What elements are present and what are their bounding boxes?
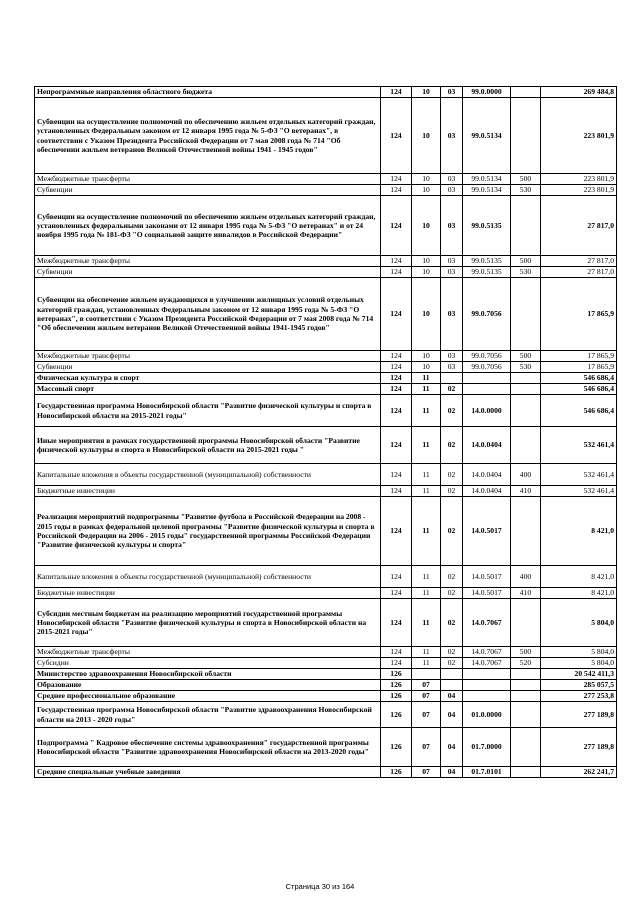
table-row xyxy=(35,267,617,278)
amount-cell: 17 865,9 xyxy=(541,362,617,373)
section-code-cell: 11 xyxy=(412,373,441,384)
section-code-cell: 11 xyxy=(412,427,441,464)
expense-type-cell: 520 xyxy=(511,658,541,669)
grbs-code-cell: 124 xyxy=(381,351,412,362)
grbs-code-cell: 124 xyxy=(381,267,412,278)
target-article-cell xyxy=(463,691,511,702)
grbs-code-cell: 124 xyxy=(381,278,412,351)
amount-cell: 223 801,9 xyxy=(541,185,617,196)
target-article-cell xyxy=(463,669,511,680)
expense-type-cell xyxy=(511,395,541,427)
section-code-cell: 07 xyxy=(412,691,441,702)
target-article-cell: 99.0.7056 xyxy=(463,351,511,362)
amount-cell: 5 804,0 xyxy=(541,647,617,658)
table-row xyxy=(35,98,617,174)
target-article-cell: 99.0.5134 xyxy=(463,174,511,185)
amount-cell: 285 057,5 xyxy=(541,680,617,691)
table-row xyxy=(35,464,617,486)
section-code-cell: 10 xyxy=(412,98,441,174)
grbs-code-cell: 126 xyxy=(381,728,412,767)
section-code-cell: 07 xyxy=(412,767,441,778)
amount-cell: 269 484,8 xyxy=(541,87,617,98)
row-name-cell: Межбюджетные трансферты xyxy=(35,256,381,267)
table-row xyxy=(35,384,617,395)
table-row xyxy=(35,486,617,497)
target-article-cell: 99.0.5135 xyxy=(463,267,511,278)
grbs-code-cell: 124 xyxy=(381,566,412,588)
subsection-code-cell: 04 xyxy=(441,702,463,728)
target-article-cell: 99.0.5135 xyxy=(463,256,511,267)
expense-type-cell: 400 xyxy=(511,566,541,588)
table-row xyxy=(35,373,617,384)
section-code-cell: 10 xyxy=(412,174,441,185)
row-name-cell: Субвенции на осуществление полномочий по обеспечению жильем отдельных категорий граждан, установленных Федеральным законом от 12 января 1995 года № 5-ФЗ "О ветеранах", в соответствии с Указом Президента Российской Федерации от 7 мая 2008 года № 714 "Об обеспечении жильем ветеранов Великой Отечественной войны 1941 - 1945 годов" xyxy=(35,98,381,174)
section-code-cell: 10 xyxy=(412,185,441,196)
table-row xyxy=(35,669,617,680)
row-name-cell: Субвенции xyxy=(35,267,381,278)
subsection-code-cell: 03 xyxy=(441,196,463,256)
expense-type-cell xyxy=(511,278,541,351)
expense-type-cell xyxy=(511,599,541,647)
row-name-cell: Субвенции на обеспечение жильем нуждающихся в улучшении жилищных условий отдельных категорий граждан, установленных Федеральным законом от 12 января 1995 года № 5-ФЗ "О ветеранах", в соответствии с Указом Президента Российской Федерации от 7 мая 2008 года № 714 "Об обеспечении жильем ветеранов Великой Отечественной войны 1941-1945 годов" xyxy=(35,278,381,351)
amount-cell: 8 421,0 xyxy=(541,588,617,599)
amount-cell: 532 461,4 xyxy=(541,464,617,486)
grbs-code-cell: 124 xyxy=(381,256,412,267)
page-number-footer: Страница 30 из 164 xyxy=(285,882,355,891)
row-name-cell: Непрограммные направления областного бюджета xyxy=(35,87,381,98)
amount-cell: 17 865,9 xyxy=(541,351,617,362)
amount-cell: 17 865,9 xyxy=(541,278,617,351)
subsection-code-cell: 02 xyxy=(441,566,463,588)
target-article-cell: 14.0.0404 xyxy=(463,464,511,486)
subsection-code-cell: 03 xyxy=(441,351,463,362)
table-row xyxy=(35,728,617,767)
subsection-code-cell: 02 xyxy=(441,395,463,427)
table-row xyxy=(35,427,617,464)
target-article-cell: 01.7.0101 xyxy=(463,767,511,778)
grbs-code-cell: 124 xyxy=(381,98,412,174)
table-row xyxy=(35,767,617,778)
amount-cell: 27 817,0 xyxy=(541,256,617,267)
subsection-code-cell: 02 xyxy=(441,384,463,395)
row-name-cell: Реализация мероприятий подпрограммы "Развитие футбола в Российской Федерации на 2008 - 2015 годы в рамках федеральной целевой программы "Развитие физической культуры и спорта в Российской Федерации на 2006 - 2015 годы" государственной программы Российской Федерации "Развитие физической культуры и спорта" xyxy=(35,497,381,566)
table-row xyxy=(35,680,617,691)
expense-type-cell: 410 xyxy=(511,486,541,497)
target-article-cell: 99.0.5135 xyxy=(463,196,511,256)
subsection-code-cell xyxy=(441,373,463,384)
section-code-cell: 11 xyxy=(412,486,441,497)
subsection-code-cell: 04 xyxy=(441,691,463,702)
amount-cell: 277 189,8 xyxy=(541,702,617,728)
row-name-cell: Субвенции xyxy=(35,362,381,373)
target-article-cell xyxy=(463,680,511,691)
expense-type-cell: 400 xyxy=(511,464,541,486)
subsection-code-cell: 03 xyxy=(441,185,463,196)
row-name-cell: Капитальные вложения в объекты государственной (муниципальной) собственности xyxy=(35,464,381,486)
grbs-code-cell: 124 xyxy=(381,427,412,464)
table-row xyxy=(35,185,617,196)
target-article-cell: 99.0.5134 xyxy=(463,98,511,174)
grbs-code-cell: 124 xyxy=(381,497,412,566)
subsection-code-cell: 03 xyxy=(441,362,463,373)
expense-type-cell: 530 xyxy=(511,267,541,278)
subsection-code-cell: 02 xyxy=(441,427,463,464)
grbs-code-cell: 126 xyxy=(381,702,412,728)
subsection-code-cell: 02 xyxy=(441,464,463,486)
subsection-code-cell: 03 xyxy=(441,174,463,185)
grbs-code-cell: 124 xyxy=(381,588,412,599)
amount-cell: 546 686,4 xyxy=(541,395,617,427)
table-row xyxy=(35,658,617,669)
section-code-cell: 10 xyxy=(412,362,441,373)
subsection-code-cell: 03 xyxy=(441,278,463,351)
row-name-cell: Физическая культура и спорт xyxy=(35,373,381,384)
section-code-cell: 10 xyxy=(412,267,441,278)
section-code-cell: 11 xyxy=(412,647,441,658)
table-row xyxy=(35,497,617,566)
expense-type-cell xyxy=(511,767,541,778)
grbs-code-cell: 126 xyxy=(381,669,412,680)
grbs-code-cell: 124 xyxy=(381,464,412,486)
row-name-cell: Среднее профессиональное образование xyxy=(35,691,381,702)
expense-type-cell xyxy=(511,98,541,174)
subsection-code-cell: 02 xyxy=(441,486,463,497)
row-name-cell: Субсидии местным бюджетам на реализацию мероприятий государственной программы Новосибирской области "Развитие физической культуры и спорта в Новосибирской области на 2015-2021 годы" xyxy=(35,599,381,647)
amount-cell: 5 804,0 xyxy=(541,599,617,647)
amount-cell: 277 253,8 xyxy=(541,691,617,702)
target-article-cell: 99.0.0000 xyxy=(463,87,511,98)
grbs-code-cell: 126 xyxy=(381,767,412,778)
target-article-cell: 14.0.5017 xyxy=(463,497,511,566)
target-article-cell: 14.0.0000 xyxy=(463,395,511,427)
grbs-code-cell: 124 xyxy=(381,185,412,196)
expense-type-cell xyxy=(511,373,541,384)
section-code-cell: 10 xyxy=(412,351,441,362)
expense-type-cell: 530 xyxy=(511,185,541,196)
row-name-cell: Подпрограмма " Кадровое обеспечение системы здравоохранения" государственной программы Новосибирской области "Развитие здравоохранения Новосибирской области на 2013-2020 годы" xyxy=(35,728,381,767)
expense-type-cell xyxy=(511,728,541,767)
grbs-code-cell: 124 xyxy=(381,599,412,647)
row-name-cell: Средние специальные учебные заведения xyxy=(35,767,381,778)
row-name-cell: Субвенции xyxy=(35,185,381,196)
row-name-cell: Государственная программа Новосибирской области "Развитие физической культуры и спорта в Новосибирской области на 2015-2021 годы" xyxy=(35,395,381,427)
section-code-cell: 07 xyxy=(412,680,441,691)
grbs-code-cell: 126 xyxy=(381,691,412,702)
amount-cell: 20 542 411,3 xyxy=(541,669,617,680)
section-code-cell: 10 xyxy=(412,87,441,98)
subsection-code-cell: 02 xyxy=(441,647,463,658)
target-article-cell: 99.0.7056 xyxy=(463,278,511,351)
table-row xyxy=(35,691,617,702)
subsection-code-cell: 02 xyxy=(441,497,463,566)
target-article-cell: 14.0.7067 xyxy=(463,658,511,669)
row-name-cell: Межбюджетные трансферты xyxy=(35,174,381,185)
row-name-cell: Министерство здравоохранения Новосибирской области xyxy=(35,669,381,680)
table-row xyxy=(35,599,617,647)
subsection-code-cell: 02 xyxy=(441,658,463,669)
expense-type-cell: 500 xyxy=(511,647,541,658)
grbs-code-cell: 124 xyxy=(381,647,412,658)
expense-type-cell: 410 xyxy=(511,588,541,599)
amount-cell: 8 421,0 xyxy=(541,566,617,588)
grbs-code-cell: 124 xyxy=(381,395,412,427)
table-row xyxy=(35,395,617,427)
table-row xyxy=(35,647,617,658)
grbs-code-cell: 124 xyxy=(381,658,412,669)
grbs-code-cell: 124 xyxy=(381,362,412,373)
row-name-cell: Иные мероприятия в рамках государственной программы Новосибирской области "Развитие физической культуры и спорта в Новосибирской области на 2015-2021 годы " xyxy=(35,427,381,464)
expense-type-cell xyxy=(511,384,541,395)
grbs-code-cell: 124 xyxy=(381,87,412,98)
row-name-cell: Образование xyxy=(35,680,381,691)
amount-cell: 532 461,4 xyxy=(541,427,617,464)
target-article-cell: 01.0.0000 xyxy=(463,702,511,728)
expense-type-cell xyxy=(511,196,541,256)
target-article-cell: 14.0.5017 xyxy=(463,566,511,588)
row-name-cell: Межбюджетные трансферты xyxy=(35,351,381,362)
amount-cell: 546 686,4 xyxy=(541,384,617,395)
subsection-code-cell: 04 xyxy=(441,728,463,767)
expense-type-cell xyxy=(511,669,541,680)
target-article-cell: 14.0.5017 xyxy=(463,588,511,599)
expense-type-cell: 500 xyxy=(511,174,541,185)
table-row xyxy=(35,702,617,728)
section-code-cell: 11 xyxy=(412,658,441,669)
section-code-cell: 07 xyxy=(412,728,441,767)
table-row xyxy=(35,87,617,98)
target-article-cell: 14.0.7067 xyxy=(463,599,511,647)
subsection-code-cell: 03 xyxy=(441,98,463,174)
amount-cell: 546 686,4 xyxy=(541,373,617,384)
grbs-code-cell: 124 xyxy=(381,373,412,384)
amount-cell: 223 801,9 xyxy=(541,98,617,174)
row-name-cell: Государственная программа Новосибирской области "Развитие здравоохранения Новосибирской области на 2013 - 2020 годы" xyxy=(35,702,381,728)
subsection-code-cell: 03 xyxy=(441,256,463,267)
amount-cell: 532 461,4 xyxy=(541,486,617,497)
expense-type-cell xyxy=(511,680,541,691)
amount-cell: 223 801,9 xyxy=(541,174,617,185)
target-article-cell xyxy=(463,373,511,384)
amount-cell: 5 804,0 xyxy=(541,658,617,669)
target-article-cell: 14.0.0404 xyxy=(463,486,511,497)
grbs-code-cell: 124 xyxy=(381,174,412,185)
row-name-cell: Бюджетные инвестиции xyxy=(35,588,381,599)
row-name-cell: Бюджетные инвестиции xyxy=(35,486,381,497)
section-code-cell: 10 xyxy=(412,278,441,351)
amount-cell: 27 817,0 xyxy=(541,267,617,278)
subsection-code-cell xyxy=(441,669,463,680)
row-name-cell: Субсидии xyxy=(35,658,381,669)
subsection-code-cell: 02 xyxy=(441,588,463,599)
grbs-code-cell: 124 xyxy=(381,486,412,497)
expense-type-cell: 530 xyxy=(511,362,541,373)
section-code-cell: 10 xyxy=(412,256,441,267)
subsection-code-cell: 04 xyxy=(441,767,463,778)
expense-type-cell xyxy=(511,691,541,702)
grbs-code-cell: 124 xyxy=(381,196,412,256)
expense-type-cell xyxy=(511,87,541,98)
section-code-cell: 07 xyxy=(412,702,441,728)
table-row xyxy=(35,362,617,373)
subsection-code-cell: 03 xyxy=(441,267,463,278)
table-row xyxy=(35,588,617,599)
grbs-code-cell: 124 xyxy=(381,384,412,395)
target-article-cell: 01.7.0000 xyxy=(463,728,511,767)
table-body xyxy=(35,87,617,778)
amount-cell: 262 241,7 xyxy=(541,767,617,778)
table-row xyxy=(35,174,617,185)
subsection-code-cell: 02 xyxy=(441,599,463,647)
section-code-cell: 11 xyxy=(412,599,441,647)
section-code-cell: 11 xyxy=(412,566,441,588)
section-code-cell: 11 xyxy=(412,497,441,566)
table-row xyxy=(35,351,617,362)
expense-type-cell: 500 xyxy=(511,351,541,362)
table-row xyxy=(35,256,617,267)
section-code-cell: 11 xyxy=(412,464,441,486)
row-name-cell: Субвенции на осуществление полномочий по обеспечению жильем отдельных категорий граждан, установленных федеральными законами от 12 января 1995 года № 5-ФЗ "О ветеранах" и от 24 ноября 1995 года № 181-ФЗ "О социальной защите инвалидов в Российской Федерации" xyxy=(35,196,381,256)
table-row xyxy=(35,278,617,351)
target-article-cell: 99.0.7056 xyxy=(463,362,511,373)
subsection-code-cell xyxy=(441,680,463,691)
target-article-cell xyxy=(463,384,511,395)
expense-type-cell xyxy=(511,427,541,464)
section-code-cell: 11 xyxy=(412,588,441,599)
amount-cell: 277 189,8 xyxy=(541,728,617,767)
expense-type-cell xyxy=(511,702,541,728)
section-code-cell: 10 xyxy=(412,196,441,256)
amount-cell: 27 817,0 xyxy=(541,196,617,256)
expense-type-cell: 500 xyxy=(511,256,541,267)
target-article-cell: 14.0.7067 xyxy=(463,647,511,658)
row-name-cell: Капитальные вложения в объекты государственной (муниципальной) собственности xyxy=(35,566,381,588)
grbs-code-cell: 126 xyxy=(381,680,412,691)
budget-table xyxy=(34,86,617,778)
expense-type-cell xyxy=(511,497,541,566)
target-article-cell: 14.0.0404 xyxy=(463,427,511,464)
section-code-cell: 11 xyxy=(412,384,441,395)
target-article-cell: 99.0.5134 xyxy=(463,185,511,196)
row-name-cell: Массовый спорт xyxy=(35,384,381,395)
table-row xyxy=(35,566,617,588)
amount-cell: 8 421,0 xyxy=(541,497,617,566)
subsection-code-cell: 03 xyxy=(441,87,463,98)
table-row xyxy=(35,196,617,256)
section-code-cell: 11 xyxy=(412,395,441,427)
row-name-cell: Межбюджетные трансферты xyxy=(35,647,381,658)
section-code-cell xyxy=(412,669,441,680)
